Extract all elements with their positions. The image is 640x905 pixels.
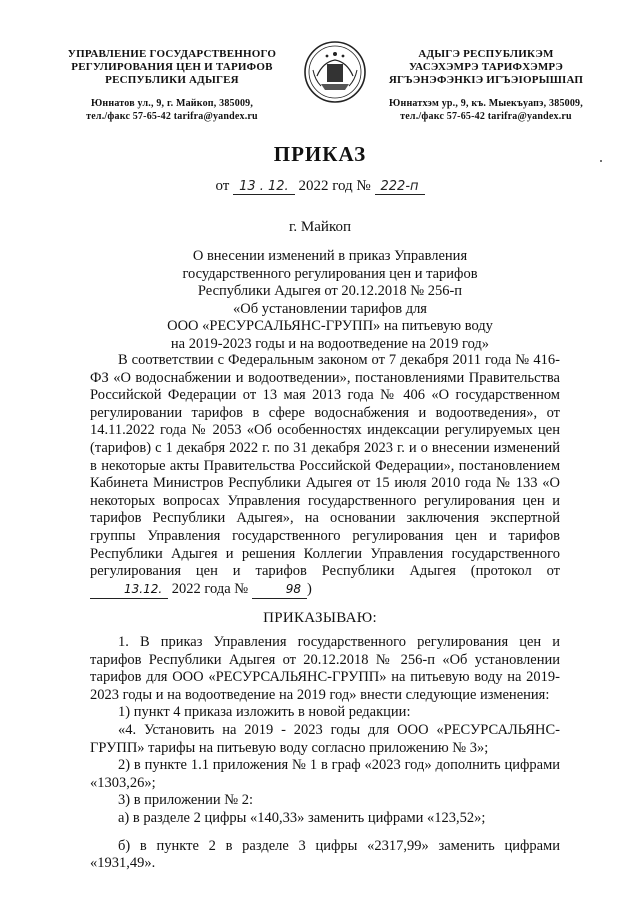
order-items [90,634,560,873]
subject-line: на 2019-2023 годы и на водоотведение на 2019 год» [170,335,490,352]
document-title: ПРИКАЗ [273,142,367,166]
subject-line: «Об установлении тарифов для [233,300,427,317]
order-item: «4. Установить на 2019 - 2023 годы для ООО «РЕСУРСАЛЬЯНС-ГРУПП» тарифы на питьевую воду согласно приложению № 3»; [90,721,560,756]
order-item: 1. В приказ Управления государственного регулирования цен и тарифов Республики Адыгея от 20.12.2018 № 256-п «Об установлении тарифов для ООО «РЕСУРСАЛЬЯНС-ГРУПП» на питьевую воду на 2019-2023 годы и на водоотведение на 2019 год» внести следующие изменения: [90,634,560,703]
order-item: 1) пункт 4 приказа изложить в новой редакции: [118,704,411,721]
order-subject [120,248,540,354]
org-name-ady-line-3: ЯГЪЭНЭФЭНКIЭ ИГЪЭIОРЫШIАП [388,74,584,86]
order-date-number [0,178,640,195]
protocol-closing: ) [307,580,312,597]
subject-line: Республики Адыгея от 20.12.2018 № 256-п [197,283,463,300]
org-address: Юннатов ул., 9, г. Майкоп, 385009, [90,98,254,109]
header-right [376,48,596,123]
order-date: 13 . 12. [233,179,295,195]
republic-emblem-icon [303,40,367,104]
preamble-paragraph [90,352,560,599]
subject-line: ООО «РЕСУРСАЛЬЯНС-ГРУПП» на питьевую воду [167,318,493,335]
subject-line: О внесении изменений в приказ Управления [192,248,468,264]
order-item: а) в разделе 2 цифры «140,33» заменить цифрами «123,52»; [118,809,486,826]
order-year: 2022 год № [298,178,371,194]
protocol-year: 2022 года № [171,580,249,597]
org-name-line-3: РЕСПУБЛИКИ АДЫГЕЯ [105,74,239,86]
header-left [62,48,282,123]
subject-line: государственного регулирования цен и тарифов [182,265,478,282]
org-name-line-1: УПРАВЛЕНИЕ ГОСУДАРСТВЕННОГО [67,48,277,60]
org-contact: тел./факс 57-65-42 tarifra@yandex.ru [86,111,258,122]
orders-heading: ПРИКАЗЫВАЮ: [263,610,377,626]
protocol-date: 13.12. [90,581,168,600]
order-item: 2) в пункте 1.1 приложения № 1 в граф «2023 год» дополнить цифрами «1303,26»; [90,757,560,791]
org-name-ady-line-1: АДЫГЭ РЕСПУБЛИКЭМ [418,48,554,60]
org-contact-ady: тел./факс 57-65-42 tarifra@yandex.ru [400,111,572,122]
org-name-ady-line-2: УАСЭХЭМРЭ ТАРИФХЭМРЭ [408,61,564,73]
order-prefix: от [215,178,230,194]
org-address-ady: Юннатхэм ур., 9, къ. Мыекъуапэ, 385009, [389,98,583,109]
order-item: 3) в приложении № 2: [118,792,253,809]
protocol-number: 98 [252,581,307,600]
preamble-text: В соответствии с Федеральным законом от 7 декабря 2011 года № 416-ФЗ «О водоснабжении и водоотведении», постановлениями Правительства Российской Федерации от 13 мая 2013 года № 406 «О государственном регулировании тарифов в сфере водоснабжения и водоотведения», от 14.11.2022 года № 2053 «Об особенностях индексации регулируемых цен (тарифов) с 1 декабря 2022 г. по 31 декабря 2023 г. и о внесении изменений в некоторые акты Правительства Российской Федерации», постановлением Кабинета Министров Республики Адыгея от 15 июля 2010 года № 133 «О некоторых вопросах Управления государственного регулирования цен и тарифов Республики Адыгея», на основании заключения экспертной группы Управления государственного регулирования цен и тарифов Республики Адыгея и решения Коллегии Управления государственного регулирования цен и тарифов Республики Адыгея (протокол от [90,352,560,580]
org-name-line-2: РЕГУЛИРОВАНИЯ ЦЕН И ТАРИФОВ [71,61,273,73]
city: г. Майкоп [288,219,352,235]
order-number: 222-п [375,179,425,195]
order-item: б) в пункте 2 в разделе 3 цифры «2317,99» заменить цифрами «1931,49». [90,837,560,872]
